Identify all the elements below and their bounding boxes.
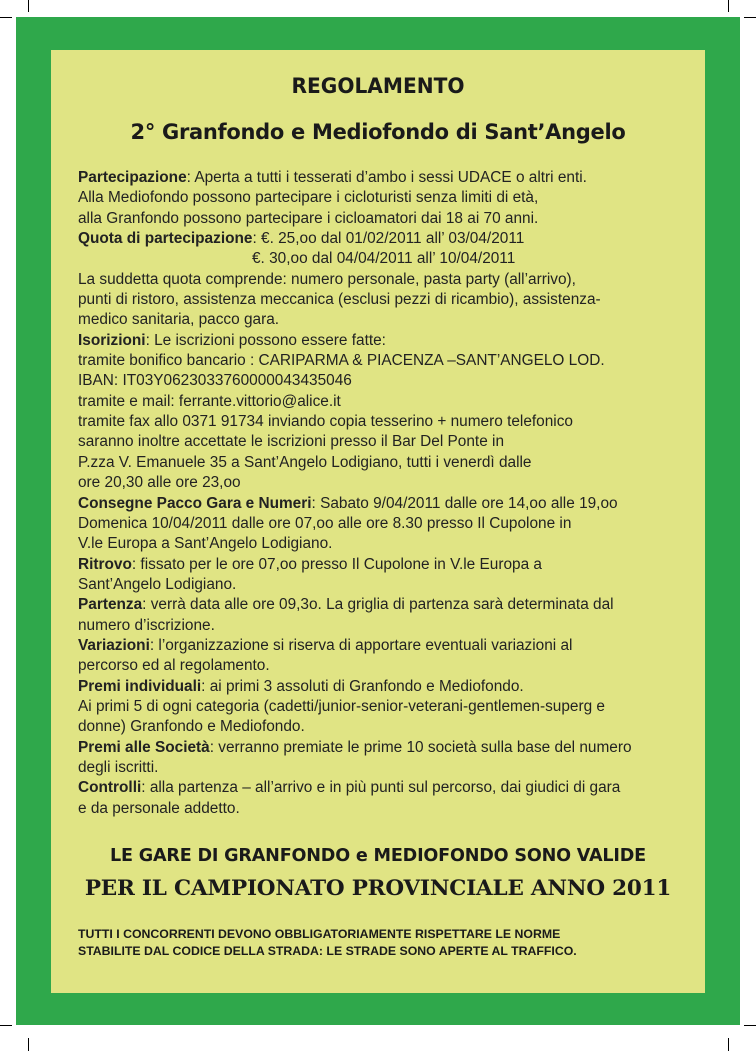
- crop-mark: [728, 0, 729, 12]
- notice-line: TUTTI I CONCORRENTI DEVONO OBBLIGATORIAMENTE RISPETTARE LE NORME: [78, 927, 561, 941]
- rule-line: donne) Granfondo e Mediofondo.: [78, 718, 305, 736]
- rule-line: Ai primi 5 di ogni categoria (cadetti/junior-senior-veterani-gentlemen-superg e: [78, 697, 605, 715]
- crop-mark: [28, 1038, 29, 1051]
- rule-label-premi-individuali: Premi individuali: [78, 677, 202, 695]
- rule-line: tramite bonifico bancario : CARIPARMA & PIACENZA –SANT’ANGELO LOD.: [78, 352, 605, 370]
- page-title: REGOLAMENTO: [291, 74, 465, 98]
- rule-line: ore 20,30 alle ore 23,oo: [78, 474, 241, 492]
- rule-line: Sant’Angelo Lodigiano.: [78, 575, 237, 593]
- rules-panel: [51, 50, 705, 993]
- crop-mark: [0, 17, 12, 18]
- crop-mark: [728, 1038, 729, 1051]
- rule-line: La suddetta quota comprende: numero personale, pasta party (all’arrivo),: [78, 270, 576, 288]
- rule-line: Partenza: verrà data alle ore 09,3o. La griglia di partenza sarà determinata dal: [78, 596, 614, 614]
- rule-line: Consegne Pacco Gara e Numeri: Sabato 9/04/2011 dalle ore 14,oo alle 19,oo: [78, 494, 618, 512]
- rule-line: Alla Mediofondo possono partecipare i cicloturisti senza limiti di età,: [78, 189, 539, 207]
- rule-line: medico sanitaria, pacco gara.: [78, 311, 280, 329]
- rule-line: Variazioni: l’organizzazione si riserva di apportare eventuali variazioni al: [78, 636, 573, 654]
- rule-line: numero d’iscrizione.: [78, 616, 215, 634]
- rule-line: Quota di partecipazione: €. 25,oo dal 01/02/2011 all’ 03/04/2011: [78, 230, 525, 248]
- rule-line: degli iscritti.: [78, 758, 159, 776]
- crop-mark: [744, 1025, 756, 1026]
- rule-label-consegne: Consegne Pacco Gara e Numeri: [78, 494, 312, 512]
- rules-body: [78, 168, 688, 819]
- rule-line: P.zza V. Emanuele 35 a Sant’Angelo Lodigiano, tutti i venerdì dalle: [78, 453, 532, 471]
- rule-label-partenza: Partenza: [78, 596, 143, 614]
- validity-heading-line2: PER IL CAMPIONATO PROVINCIALE ANNO 2011: [84, 876, 672, 901]
- rule-line: Controlli: alla partenza – all’arrivo e in più punti sul percorso, dai giudici di gara: [78, 779, 621, 797]
- rule-line: Ritrovo: fissato per le ore 07,oo presso Il Cupolone in V.le Europa a: [78, 555, 542, 573]
- rule-line: saranno inoltre accettate le iscrizioni presso il Bar Del Ponte in: [78, 433, 505, 451]
- email-line: tramite e mail: ferrante.vittorio@alice.it: [78, 392, 341, 410]
- rule-line: Premi individuali: ai primi 3 assoluti di Granfondo e Mediofondo.: [78, 677, 524, 695]
- rule-line: €. 30,oo dal 04/04/2011 all’ 10/04/2011: [252, 250, 516, 268]
- rule-line: percorso ed al regolamento.: [78, 657, 270, 675]
- rule-label-partecipazione: Partecipazione: [78, 169, 187, 186]
- rule-label-quota: Quota di partecipazione: [78, 230, 253, 248]
- rule-label-variazioni: Variazioni: [78, 636, 150, 654]
- rule-label-ritrovo: Ritrovo: [78, 555, 132, 573]
- rule-line: Isorizioni: Le iscrizioni possono essere fatte:: [78, 331, 386, 349]
- rule-line: punti di ristoro, assistenza meccanica (esclusi pezzi di ricambio), assistenza-: [78, 291, 601, 309]
- event-subtitle: 2° Granfondo e Mediofondo di Sant’Angelo: [130, 120, 626, 144]
- rule-line: Premi alle Società: verranno premiate le prime 10 società sulla base del numero: [78, 738, 632, 756]
- crop-mark: [0, 1025, 12, 1026]
- rule-line: Partecipazione: Aperta a tutti i tesserati d’ambo i sessi UDACE o altri enti.: [78, 169, 587, 186]
- notice-line: STABILITE DAL CODICE DELLA STRADA: LE STRADE SONO APERTE AL TRAFFICO.: [78, 944, 577, 958]
- iban-line: IBAN: IT03Y0623033760000043435046: [78, 372, 352, 390]
- rule-line: Domenica 10/04/2011 dalle ore 07,oo alle ore 8.30 presso Il Cupolone in: [78, 514, 572, 532]
- fax-line: tramite fax allo 0371 91734 inviando copia tesserino + numero telefonico: [78, 413, 573, 431]
- rule-label-iscrizioni: Isorizioni: [78, 331, 146, 349]
- rule-line: e da personale addetto.: [78, 799, 240, 817]
- rule-label-controlli: Controlli: [78, 779, 142, 797]
- crop-mark: [744, 17, 756, 18]
- traffic-notice: [78, 926, 698, 960]
- rule-label-premi-societa: Premi alle Società: [78, 738, 210, 756]
- rule-line: V.le Europa a Sant’Angelo Lodigiano.: [78, 535, 333, 553]
- crop-mark: [28, 0, 29, 12]
- rule-line: alla Granfondo possono partecipare i cicloamatori dai 18 ai 70 anni.: [78, 209, 539, 227]
- validity-heading-line1: LE GARE DI GRANFONDO e MEDIOFONDO SONO VALIDE: [109, 846, 647, 866]
